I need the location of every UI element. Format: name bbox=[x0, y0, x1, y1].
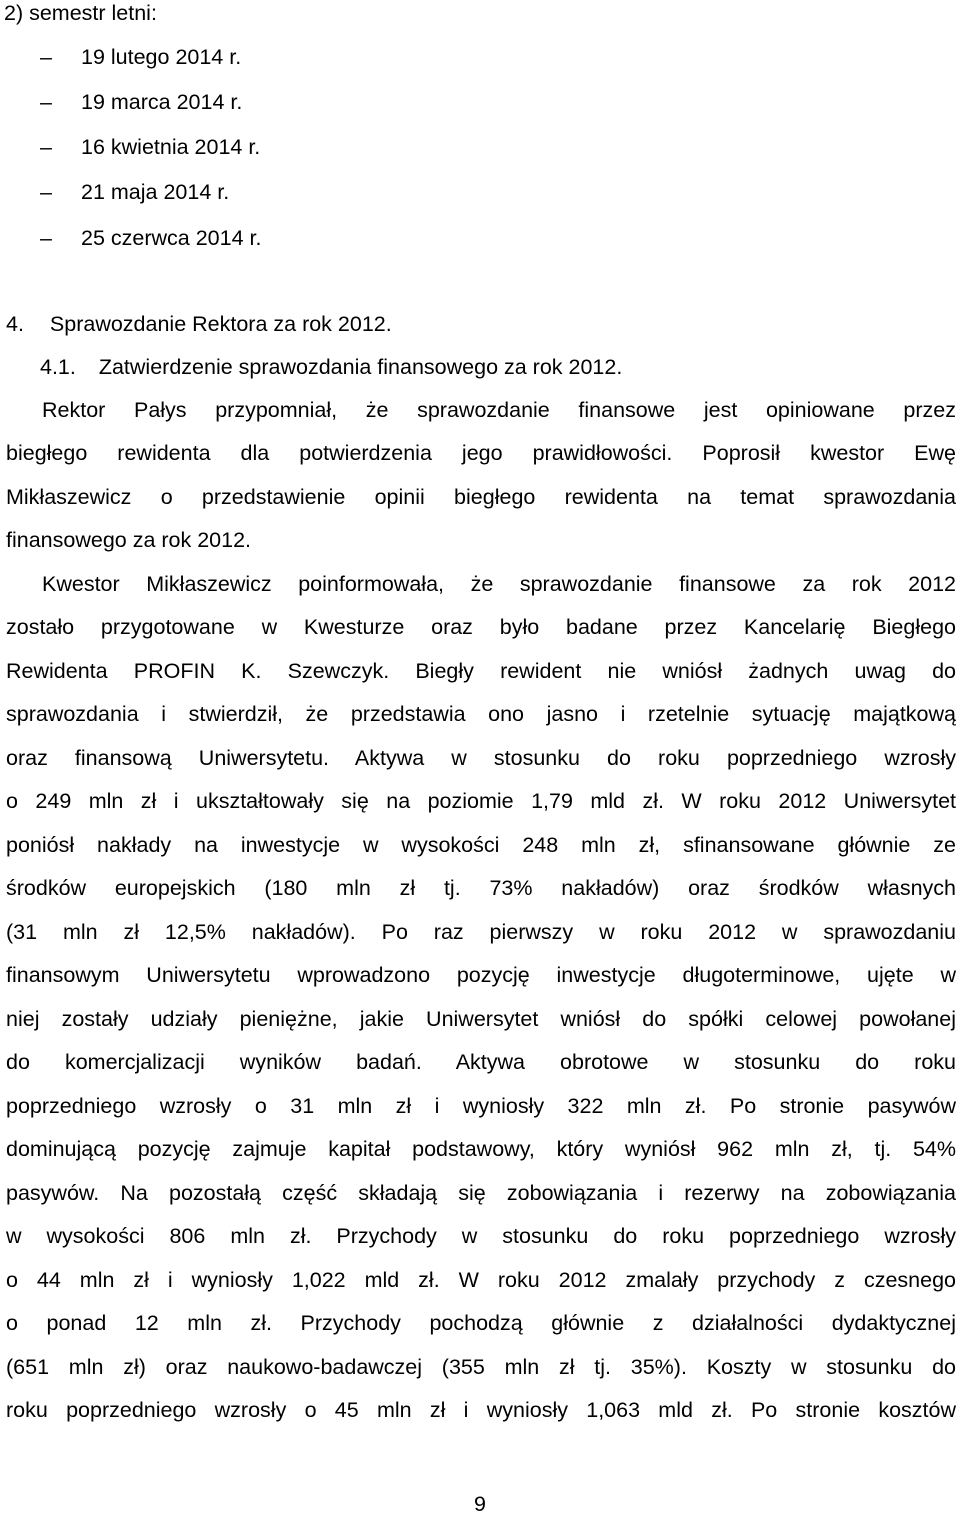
text-line: biegłego rewidenta dla potwierdzenia jego prawidłowości. Poprosił kwestor Ewę bbox=[6, 441, 956, 465]
subsection-title: Zatwierdzenie sprawozdania finansowego za rok 2012. bbox=[98, 355, 623, 379]
text-line: do komercjalizacji wyników badań. Aktywa obrotowe w stosunku do roku bbox=[6, 1050, 956, 1074]
date-text: 19 lutego 2014 r. bbox=[81, 45, 242, 69]
text-line: sprawozdania i stwierdził, że przedstawia ono jasno i rzetelnie sytuację majątkową bbox=[6, 702, 956, 726]
text-line: Rewidenta PROFIN K. Szewczyk. Biegły rewident nie wniósł żadnych uwag do bbox=[6, 659, 956, 683]
text-line: pasywów. Na pozostałą część składają się zobowiązania i rezerwy na zobowiązania bbox=[6, 1181, 956, 1205]
semester-heading: 2) semestr letni: bbox=[4, 1, 157, 25]
date-text: 25 czerwca 2014 r. bbox=[81, 226, 262, 250]
text-line: niej zostały udziały pieniężne, jakie Uniwersytet wniósł do spółki celowej powołanej bbox=[6, 1007, 956, 1031]
subsection-number: 4.1. bbox=[40, 355, 76, 379]
text-line: finansowym Uniwersytetu wprowadzono pozycję inwestycje długoterminowe, ujęte w bbox=[6, 963, 956, 987]
text-line: (651 mln zł) oraz naukowo-badawczej (355 mln zł tj. 35%). Koszty w stosunku do bbox=[6, 1355, 956, 1379]
date-text: 16 kwietnia 2014 r. bbox=[81, 135, 261, 159]
dash-bullet: – bbox=[40, 90, 52, 114]
text-line: Kwestor Mikłaszewicz poinformowała, że sprawozdanie finansowe za rok 2012 bbox=[42, 572, 956, 596]
text-line: Mikłaszewicz o przedstawienie opinii biegłego rewidenta na temat sprawozdania bbox=[6, 485, 956, 509]
dash-bullet: – bbox=[40, 45, 52, 69]
text-line: (31 mln zł 12,5% nakładów). Po raz pierwszy w roku 2012 w sprawozdaniu bbox=[6, 920, 956, 944]
date-text: 21 maja 2014 r. bbox=[81, 180, 230, 204]
dash-bullet: – bbox=[40, 226, 52, 250]
page-number: 9 bbox=[474, 1492, 486, 1516]
text-line: roku poprzedniego wzrosły o 45 mln zł i wyniosły 1,063 mld zł. Po stronie kosztów bbox=[6, 1398, 956, 1422]
text-line: dominującą pozycję zajmuje kapitał podstawowy, który wyniósł 962 mln zł, tj. 54% bbox=[6, 1137, 956, 1161]
text-line: finansowego za rok 2012. bbox=[6, 528, 252, 552]
text-line: w wysokości 806 mln zł. Przychody w stosunku do roku poprzedniego wzrosły bbox=[6, 1224, 956, 1248]
text-line: o 44 mln zł i wyniosły 1,022 mld zł. W roku 2012 zmalały przychody z czesnego bbox=[6, 1268, 956, 1292]
dash-bullet: – bbox=[40, 135, 52, 159]
text-line: środków europejskich (180 mln zł tj. 73% nakładów) oraz środków własnych bbox=[6, 876, 956, 900]
text-line: zostało przygotowane w Kwesturze oraz było badane przez Kancelarię Biegłego bbox=[6, 615, 956, 639]
text-line: Rektor Pałys przypomniał, że sprawozdanie finansowe jest opiniowane przez bbox=[42, 398, 956, 422]
text-line: o 249 mln zł i ukształtowały się na poziomie 1,79 mld zł. W roku 2012 Uniwersytet bbox=[6, 789, 956, 813]
dash-bullet: – bbox=[40, 180, 52, 204]
text-line: oraz finansową Uniwersytetu. Aktywa w stosunku do roku poprzedniego wzrosły bbox=[6, 746, 956, 770]
date-text: 19 marca 2014 r. bbox=[81, 90, 243, 114]
text-line: poniósł nakłady na inwestycje w wysokości 248 mln zł, sfinansowane głównie ze bbox=[6, 833, 956, 857]
section-title: Sprawozdanie Rektora za rok 2012. bbox=[49, 312, 392, 336]
section-number: 4. bbox=[6, 312, 24, 336]
body-text bbox=[6, 0, 956, 1440]
text-line: o ponad 12 mln zł. Przychody pochodzą głównie z działalności dydaktycznej bbox=[6, 1311, 956, 1335]
text-line: poprzedniego wzrosły o 31 mln zł i wyniosły 322 mln zł. Po stronie pasywów bbox=[6, 1094, 956, 1118]
